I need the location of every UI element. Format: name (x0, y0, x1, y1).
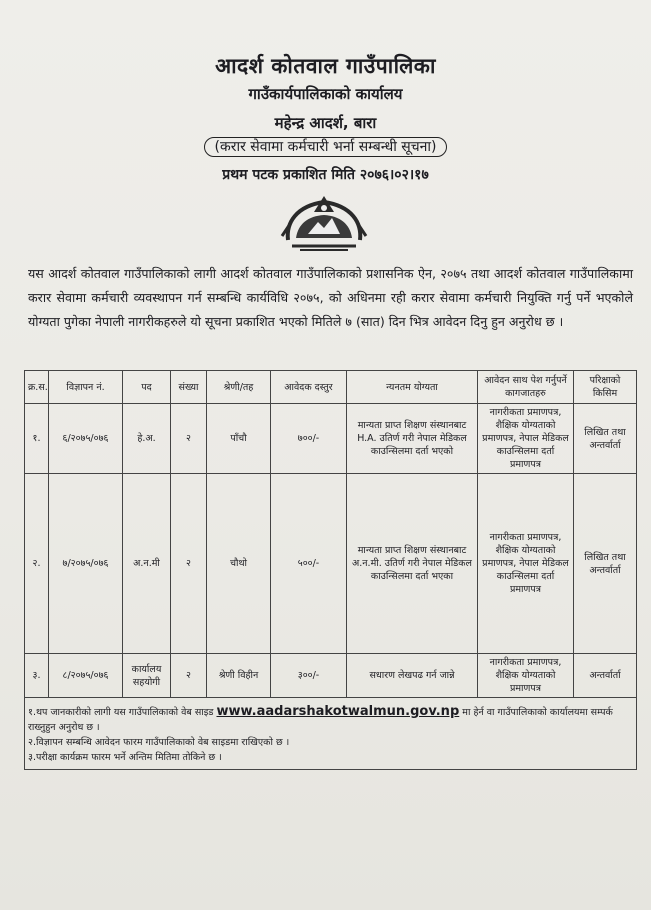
office-name: गाउँकार्यपालिकाको कार्यालय (248, 85, 403, 103)
col-header-ad-no: विज्ञापन नं. (49, 371, 123, 404)
cell-exam-type: लिखित तथा अन्तर्वार्ता (574, 474, 637, 654)
notes-cell (25, 698, 637, 770)
table-header-row (25, 371, 637, 404)
cell-level: श्रेणी विहीन (207, 654, 271, 698)
table-row (25, 654, 637, 698)
cell-exam-type: अन्तर्वार्ता (574, 654, 637, 698)
note-1 (28, 704, 633, 735)
cell-fee: ७००/- (271, 404, 347, 474)
publish-date: प्रथम पटक प्रकाशित मिति २०७६।०२।१७ (222, 167, 429, 183)
cell-ad-no: ८/२०७५/०७६ (49, 654, 123, 698)
cell-level: चौथो (207, 474, 271, 654)
col-header-exam-type: परिक्षाको किसिम (574, 371, 637, 404)
col-header-fee: आवेदक दस्तुर (271, 371, 347, 404)
municipality-title: आदर्श कोतवाल गाउँपालिका (215, 54, 436, 78)
col-header-post: पद (123, 371, 171, 404)
cell-serial: १. (25, 404, 49, 474)
cell-documents: नागरीकता प्रमाणपत्र, शैक्षिक योग्यताको प्रमाणपत्र, नेपाल मेडिकल काउन्सिलमा दर्ता प्रमाणपत्र (478, 474, 574, 654)
cell-qualification: सधारण लेखपढ गर्न जान्ने (347, 654, 478, 698)
table-row (25, 474, 637, 654)
notice-subject (0, 137, 651, 156)
cell-serial: ३. (25, 654, 49, 698)
cell-ad-no: ६/२०७५/०७६ (49, 404, 123, 474)
cell-post: हे.अ. (123, 404, 171, 474)
website-link[interactable]: www.aadarshakotwalmun.gov.np (216, 704, 460, 719)
notice-subject-text: (करार सेवामा कर्मचारी भर्ना सम्बन्धी सूचना) (204, 137, 448, 157)
cell-fee: ३००/- (271, 654, 347, 698)
cell-ad-no: ७/२०७५/०७६ (49, 474, 123, 654)
cell-post: कार्यालय सहयोगी (123, 654, 171, 698)
office-address: महेन्द्र आदर्श, बारा (274, 114, 377, 132)
cell-serial: २. (25, 474, 49, 654)
cell-fee: ५००/- (271, 474, 347, 654)
note-2: २.विज्ञापन सम्बन्धि आवेदन फारम गाउँपालिकाको वेब साइडमा राखिएको छ । (28, 737, 290, 748)
cell-count: २ (171, 404, 207, 474)
cell-level: पाँचौ (207, 404, 271, 474)
nepal-emblem-icon (278, 188, 370, 258)
cell-exam-type: लिखित तथा अन्तर्वार्ता (574, 404, 637, 474)
cell-count: २ (171, 654, 207, 698)
vacancy-table (24, 370, 637, 770)
col-header-count: संख्या (171, 371, 207, 404)
col-header-qualification: न्यनतम योग्यता (347, 371, 478, 404)
col-header-level: श्रेणी/तह (207, 371, 271, 404)
cell-post: अ.न.मी (123, 474, 171, 654)
table-row (25, 404, 637, 474)
cell-documents: नागरीकता प्रमाणपत्र, शैक्षिक योग्यताको प्रमाणपत्र (478, 654, 574, 698)
note-3: ३.परीक्षा कार्यक्रम फारम भर्ने अन्तिम मितिमा तोकिने छ । (28, 752, 222, 763)
cell-count: २ (171, 474, 207, 654)
note-1-text-after: मा हेर्न वा गाउँपालिकाको कार्यालयमा सम्पर्क राख्नुहुन अनुरोध छ । (28, 707, 613, 733)
cell-qualification: मान्यता प्राप्त शिक्षण संस्थानबाट H.A. उतिर्ण गरी नेपाल मेडिकल काउन्सिलमा दर्ता भएको (347, 404, 478, 474)
notes-row (25, 698, 637, 770)
col-header-serial: क्र.स. (25, 371, 49, 404)
cell-documents: नागरीकता प्रमाणपत्र, शैक्षिक योग्यताको प्रमाणपत्र, नेपाल मेडिकल काउन्सिलमा दर्ता प्रमाणपत्र (478, 404, 574, 474)
col-header-documents: आवेदन साथ पेश गर्नुपर्ने कागजातहरु (478, 371, 574, 404)
note-1-text: १.थप जानकारीको लागी यस गाउँपालिकाको वेब साइड (28, 707, 214, 718)
intro-paragraph: यस आदर्श कोतवाल गाउँपालिकाको लागी आदर्श कोतवाल गाउँपालिकाको प्रशासनिक ऐन, २०७५ तथा आदर्श कोतवाल गाउँपालिकामा करार सेवामा कर्मचारी व्यवस्थापन गर्न सम्बन्धि कार्यविधि २०७५, को अधिनमा रही करार सेवामा कर्मचारी नियुक्ति गर्नु पर्ने भएकोले योग्यता पुगेका नेपाली नागरीकहरुले यो सूचना प्रकाशित भएको मितिले ७ (सात) दिन भित्र आवेदन दिनु हुन अनुरोध छ । (28, 266, 633, 329)
cell-qualification: मान्यता प्राप्त शिक्षण संस्थानबाट अ.न.मी. उतिर्ण गरी नेपाल मेडिकल काउन्सिलमा दर्ता भएका (347, 474, 478, 654)
